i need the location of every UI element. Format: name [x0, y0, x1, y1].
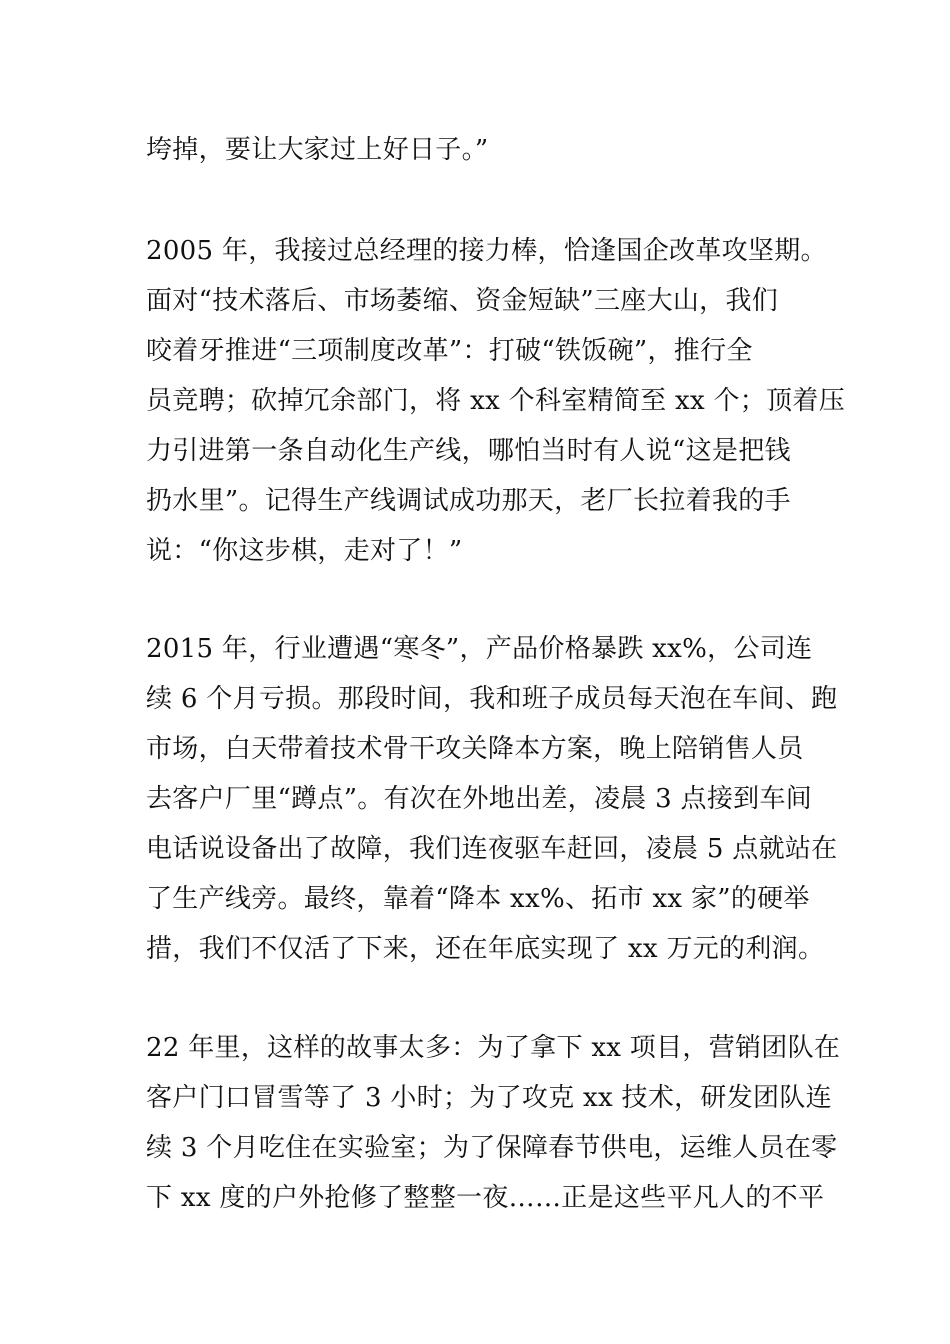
text-line: 下 xx 度的户外抢修了整整一夜……正是这些平凡人的不平	[146, 1183, 825, 1213]
text-line: 2005 年，我接过总经理的接力棒，恰逢国企改革攻坚期。	[146, 236, 827, 266]
text-line: 2015 年，行业遭遇“寒冬”，产品价格暴跌 xx%，公司连	[146, 634, 813, 664]
text-line: 说：“你这步棋，走对了！”	[146, 536, 463, 566]
text-line: 续 6 个月亏损。那段时间，我和班子成员每天泡在车间、跑	[146, 684, 838, 714]
text-line: 市场，白天带着技术骨干攻关降本方案，晚上陪销售人员	[146, 734, 804, 764]
text-line: 咬着牙推进“三项制度改革”：打破“铁饭碗”，推行全	[146, 336, 753, 366]
text-line: 去客户厂里“蹲点”。有次在外地出差，凌晨 3 点接到车间	[146, 784, 813, 814]
text-line: 续 3 个月吃住在实验室；为了保障春节供电，运维人员在零	[146, 1133, 838, 1163]
text-line: 了生产线旁。最终，靠着“降本 xx%、拓市 xx 家”的硬举	[146, 884, 810, 914]
text-line: 22 年里，这样的故事太多：为了拿下 xx 项目，营销团队在	[146, 1033, 841, 1063]
text-line: 力引进第一条自动化生产线，哪怕当时有人说“这是把钱	[146, 436, 791, 466]
text-line: 垮掉，要让大家过上好日子。”	[146, 135, 489, 165]
text-line: 扔水里”。记得生产线调试成功那天，老厂长拉着我的手	[146, 486, 791, 516]
text-line: 员竞聘；砍掉冗余部门，将 xx 个科室精简至 xx 个；顶着压	[146, 386, 846, 416]
text-line: 面对“技术落后、市场萎缩、资金短缺”三座大山，我们	[146, 286, 779, 316]
text-line: 客户门口冒雪等了 3 小时；为了攻克 xx 技术，研发团队连	[146, 1083, 832, 1113]
text-line: 电话说设备出了故障，我们连夜驱车赶回，凌晨 5 点就站在	[146, 834, 838, 864]
text-line: 措，我们不仅活了下来，还在年底实现了 xx 万元的利润。	[146, 934, 825, 964]
